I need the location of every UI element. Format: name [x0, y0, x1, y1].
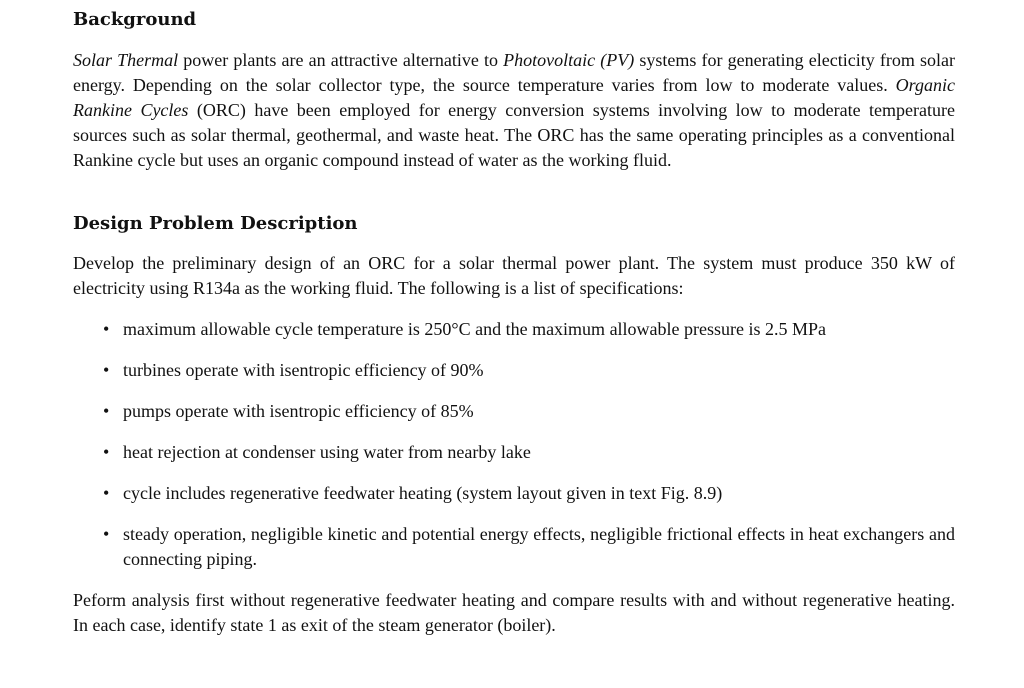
bullet-icon: •	[103, 319, 110, 339]
spec-text: pumps operate with isentropic efficiency of 85%	[123, 401, 474, 421]
background-text-2: systems for generating electicity from solar energy. Depending on the solar collector type, the source temperature varies from low to moderate values.	[73, 50, 955, 95]
spec-item	[101, 317, 955, 342]
spec-text: cycle includes regenerative feedwater heating (system layout given in text Fig. 8.9)	[123, 483, 723, 503]
spec-text: heat rejection at condenser using water from nearby lake	[123, 442, 531, 462]
spec-item	[101, 440, 955, 465]
spec-text: maximum allowable cycle temperature is 250°C and the maximum allowable pressure is 2.5 MPa	[123, 319, 827, 339]
design-problem-heading: Design Problem Description	[73, 213, 358, 234]
bullet-icon: •	[103, 360, 110, 380]
background-paragraph	[73, 48, 955, 173]
orc-term: Organic Rankine Cycles	[73, 75, 955, 120]
background-text-3: (ORC) have been employed for energy conversion systems involving low to moderate temperature sources such as solar thermal, geothermal, and waste heat. The ORC has the same operating principles as a conventional Rankine cycle but uses an organic compound instead of water as the working fluid.	[73, 100, 955, 170]
document-page	[73, 6, 955, 638]
background-heading: Background	[73, 9, 197, 30]
spec-text: steady operation, negligible kinetic and potential energy effects, negligible frictional effects in heat exchangers and connecting piping.	[123, 524, 955, 569]
spec-item	[101, 358, 955, 383]
design-intro-paragraph: Develop the preliminary design of an ORC for a solar thermal power plant. The system must produce 350 kW of electricity using R134a as the working fluid. The following is a list of specifications:	[73, 253, 955, 298]
specifications-list	[73, 317, 955, 572]
bullet-icon: •	[103, 524, 110, 544]
background-text-1: power plants are an attractive alternative to	[178, 50, 504, 70]
spec-text: turbines operate with isentropic efficiency of 90%	[123, 360, 484, 380]
spec-item	[101, 399, 955, 424]
spec-item	[101, 522, 955, 572]
solar-thermal-term: Solar Thermal	[73, 50, 179, 70]
spec-item	[101, 481, 955, 506]
bullet-icon: •	[103, 401, 110, 421]
closing-paragraph: Peform analysis first without regenerative feedwater heating and compare results with and without regenerative heating. In each case, identify state 1 as exit of the steam generator (boiler).	[73, 590, 955, 635]
bullet-icon: •	[103, 442, 110, 462]
bullet-icon: •	[103, 483, 110, 503]
photovoltaic-term: Photovoltaic (PV)	[503, 50, 635, 70]
